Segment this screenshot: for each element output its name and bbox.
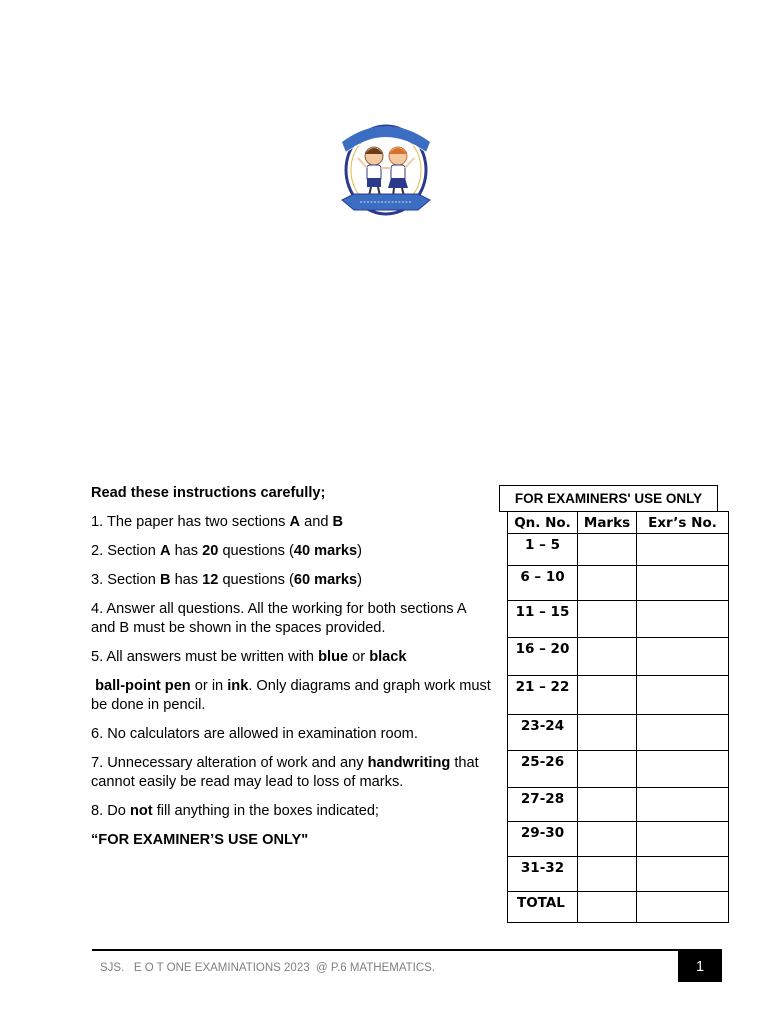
marks-cell — [578, 601, 637, 638]
examiner-table-header-row — [508, 512, 729, 534]
marks-cell — [578, 822, 637, 857]
examiner-number-cell — [637, 676, 729, 715]
instruction-item — [91, 542, 491, 561]
instruction-text: A — [289, 514, 301, 530]
question-range-cell: 27-28 — [508, 788, 578, 822]
marks-cell — [578, 715, 637, 751]
instructions-heading: Read these instructions carefully; — [91, 485, 326, 501]
examiner-number-cell — [637, 892, 729, 923]
instruction-item — [91, 513, 491, 532]
instruction-text: 2. Section — [91, 543, 160, 559]
instruction-item — [91, 677, 495, 715]
instruction-text: has — [170, 543, 203, 559]
instruction-text: 5. All answers must be written with — [91, 649, 319, 665]
instruction-text: 7. Unnecessary alteration of work and any — [91, 755, 368, 771]
examiner-number-cell — [637, 751, 729, 788]
marks-cell — [578, 751, 637, 788]
examiner-number-cell — [637, 566, 729, 601]
question-range-cell: 31-32 — [508, 857, 578, 892]
instruction-item — [91, 802, 491, 821]
instruction-text: 1. The paper has two sections — [91, 514, 290, 530]
examiner-number-cell — [637, 857, 729, 892]
instruction-text: 3. Section — [91, 572, 160, 588]
instruction-text: ) — [357, 572, 363, 588]
instruction-text: 6. No calculators are allowed in examination room. — [91, 726, 418, 742]
instruction-item — [91, 648, 491, 667]
instruction-text: ball-point pen — [95, 678, 191, 694]
examiner-number-cell — [637, 534, 729, 566]
question-range-cell: 23-24 — [508, 715, 578, 751]
marks-cell — [578, 857, 637, 892]
instruction-text: 4. Answer all questions. All the working for both sections A and B must be shown in the spaces provided. — [91, 601, 470, 636]
instruction-text: 20 — [202, 543, 219, 559]
question-range-cell: 21 – 22 — [508, 676, 578, 715]
instruction-text: 8. Do — [91, 803, 130, 819]
examiner-number-cell — [637, 638, 729, 676]
instruction-text: fill anything in the boxes indicated; — [152, 803, 379, 819]
instruction-text: . Only diagrams and graph work must be done in pencil. — [91, 678, 495, 713]
examiner-table — [507, 511, 729, 923]
examiner-table-row — [508, 601, 729, 638]
school-logo — [334, 112, 438, 220]
header-marks: Marks — [578, 512, 637, 534]
examiner-table-row — [508, 534, 729, 566]
instruction-text: and — [300, 514, 333, 530]
instruction-text: 12 — [202, 572, 219, 588]
marks-cell — [578, 638, 637, 676]
examiner-table-row — [508, 751, 729, 788]
marks-cell — [578, 534, 637, 566]
examiner-table-row — [508, 822, 729, 857]
instruction-text: blue — [318, 649, 349, 665]
instruction-text: 60 marks — [293, 572, 358, 588]
instruction-text: black — [369, 649, 407, 665]
marks-cell — [578, 566, 637, 601]
instruction-text: A — [159, 543, 171, 559]
instruction-text: handwriting — [367, 755, 451, 771]
examiner-table-row — [508, 788, 729, 822]
question-range-cell: 16 – 20 — [508, 638, 578, 676]
page-number: 1 — [678, 950, 722, 982]
examiner-number-cell — [637, 788, 729, 822]
examiner-table-row — [508, 676, 729, 715]
question-range-cell: 25-26 — [508, 751, 578, 788]
instruction-text: questions ( — [218, 543, 294, 559]
instruction-text: or in — [190, 678, 228, 694]
question-range-cell: 29-30 — [508, 822, 578, 857]
instruction-text: B — [332, 514, 344, 530]
header-qn-no: Qn. No. — [508, 512, 578, 534]
instruction-text: B — [159, 572, 171, 588]
instruction-text: or — [348, 649, 370, 665]
question-range-cell: 6 – 10 — [508, 566, 578, 601]
instructions-list — [91, 513, 495, 821]
examiner-table-row — [508, 638, 729, 676]
examiner-table-row — [508, 857, 729, 892]
examiner-number-cell — [637, 601, 729, 638]
examiner-number-cell — [637, 715, 729, 751]
instructions-block — [91, 484, 495, 850]
instruction-item — [91, 600, 491, 638]
instruction-text: 40 marks — [293, 543, 358, 559]
instruction-text: ) — [357, 543, 363, 559]
instruction-item — [91, 754, 491, 792]
instruction-item — [91, 571, 491, 590]
instruction-text: not — [129, 803, 153, 819]
instruction-text: questions ( — [218, 572, 294, 588]
marks-cell — [578, 788, 637, 822]
header-exr-no: Exr’s No. — [637, 512, 729, 534]
examiner-table-row — [508, 566, 729, 601]
question-range-cell: 1 – 5 — [508, 534, 578, 566]
footer-text: SJS. E O T ONE EXAMINATIONS 2023 @ P.6 MATHEMATICS. — [100, 962, 436, 974]
footer-rule — [92, 949, 722, 951]
examiner-number-cell — [637, 822, 729, 857]
instructions-footnote: “FOR EXAMINER’S USE ONLY" — [91, 832, 309, 848]
examiner-table-caption: FOR EXAMINERS' USE ONLY — [499, 485, 718, 512]
instruction-text: ink — [227, 678, 249, 694]
question-range-cell: TOTAL — [508, 892, 578, 923]
question-range-cell: 11 – 15 — [508, 601, 578, 638]
instruction-text: that cannot easily be read may lead to loss of marks. — [91, 755, 483, 790]
instruction-item — [91, 725, 491, 744]
examiner-table-row — [508, 715, 729, 751]
examiner-table-row — [508, 892, 729, 923]
marks-cell — [578, 892, 637, 923]
marks-cell — [578, 676, 637, 715]
instruction-text: has — [170, 572, 203, 588]
